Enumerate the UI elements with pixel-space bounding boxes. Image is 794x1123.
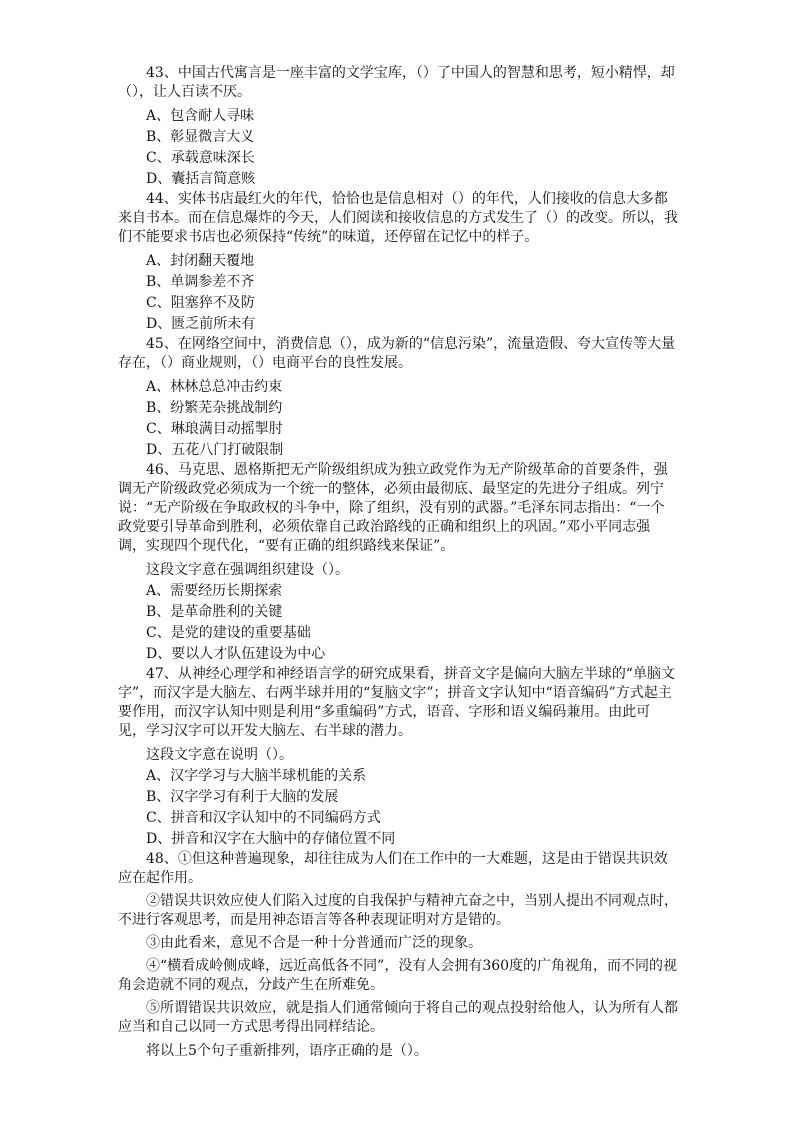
sentence-5: ⑤所谓错误共识效应，就是指人们通常倾向于将自己的观点投射给他人，认为所有人都应当和自己以同一方式思考得出同样结论。 — [118, 1000, 678, 1035]
option-a: A、林林总总冲击约束 — [146, 379, 283, 395]
question-stem: 44、实体书店最红火的年代，恰恰也是信息相对（）的年代，人们接收的信息大多都来自书本。而在信息爆炸的今天，人们阅读和接收信息的方式发生了（）的改变。所以，我们不能要求书店也必须保持“传统”的味道，还停留在记忆中的样子。 — [118, 191, 678, 245]
option-c: C、阻塞猝不及防 — [146, 295, 255, 311]
option-a: A、封闭翻天覆地 — [146, 253, 255, 269]
question-43 — [118, 64, 678, 190]
option-d: D、五花八门打破限制 — [146, 442, 284, 458]
question-list — [118, 64, 678, 1062]
question-instruction: 将以上5个句子重新排列，语序正确的是（）。 — [146, 1043, 428, 1059]
option-d: D、拼音和汉字在大脑中的存储位置不同 — [146, 831, 396, 847]
question-44 — [118, 190, 678, 335]
option-c: C、拼音和汉字认知中的不同编码方式 — [146, 810, 381, 826]
question-stem: 45、在网络空间中，消费信息（），成为新的“信息污染”，流量造假、夸大宣传等大量存在，（）商业规则，（）电商平台的良性发展。 — [118, 336, 676, 371]
option-b: B、纷繁芜杂挑战制约 — [146, 400, 283, 416]
option-b: B、单调参差不齐 — [146, 274, 255, 290]
question-instruction: 这段文字意在强调组织建设（）。 — [146, 562, 349, 578]
sentence-1: 48、①但这种普遍现象，却往往成为人们在工作中的一大难题，这是由于错误共识效应在起作用。 — [118, 851, 668, 886]
option-c: C、承载意味深长 — [146, 150, 255, 166]
option-d: D、要以人才队伍建设为中心 — [146, 646, 326, 662]
sentence-2: ②错误共识效应使人们陷入过度的自我保护与精神亢奋之中，当别人提出不同观点时，不进行客观思考，而是用神态语言等各种表现证明对方是错的。 — [118, 893, 678, 928]
question-48 — [118, 850, 678, 1062]
option-b: B、汉字学习有利于大脑的发展 — [146, 789, 339, 805]
question-stem: 47、从神经心理学和神经语言学的研究成果看，拼音文字是偏向大脑左半球的“单脑文字”，而汉字是大脑左、右两半球并用的“复脑文字”；拼音文字认知中“语音编码”方式起主要作用，而汉字认知中则是利用“多重编码”方式，语音、字形和语义编码兼用。由此可见，学习汉字可以开发大脑左、右半球的潜力。 — [118, 666, 675, 739]
question-stem: 43、中国古代寓言是一座丰富的文学宝库，（）了中国人的智慧和思考，短小精悍，却（），让人百读不厌。 — [118, 65, 675, 100]
option-d: D、匮乏前所未有 — [146, 316, 256, 332]
option-d: D、囊括言简意赅 — [146, 171, 256, 187]
option-b: B、彰显微言大义 — [146, 129, 255, 145]
option-b: B、是革命胜利的关键 — [146, 604, 283, 620]
question-45 — [118, 335, 678, 461]
option-a: A、包含耐人寻味 — [146, 108, 255, 124]
option-a: A、汉字学习与大脑半球机能的关系 — [146, 768, 367, 784]
sentence-4: ④“横看成岭侧成峰，远近高低各不同”，没有人会拥有360度的广角视角，而不同的视角会造就不同的观点，分歧产生在所难免。 — [118, 958, 678, 993]
question-instruction: 这段文字意在说明（）。 — [146, 747, 293, 763]
question-47 — [118, 665, 678, 850]
question-46 — [118, 461, 678, 665]
option-a: A、需要经历长期探索 — [146, 583, 283, 599]
question-stem: 46、马克思、恩格斯把无产阶级组织成为独立政党作为无产阶级革命的首要条件，强调无产阶级政党必须成为一个统一的整体，必须由最彻底、最坚定的先进分子组成。列宁说：“无产阶级在争取政权的斗争中，除了组织，没有别的武器。”毛泽东同志指出：“一个政党要引导革命到胜利，必须依靠自己政治路线的正确和组织上的巩固。”邓小平同志强调，实现四个现代化，“要有正确的组织路线来保证”。 — [118, 462, 668, 554]
option-c: C、琳琅满目动摇掣肘 — [146, 421, 283, 437]
sentence-3: ③由此看来，意见不合是一种十分普通而广泛的现象。 — [146, 935, 482, 951]
option-c: C、是党的建设的重要基础 — [146, 625, 311, 641]
